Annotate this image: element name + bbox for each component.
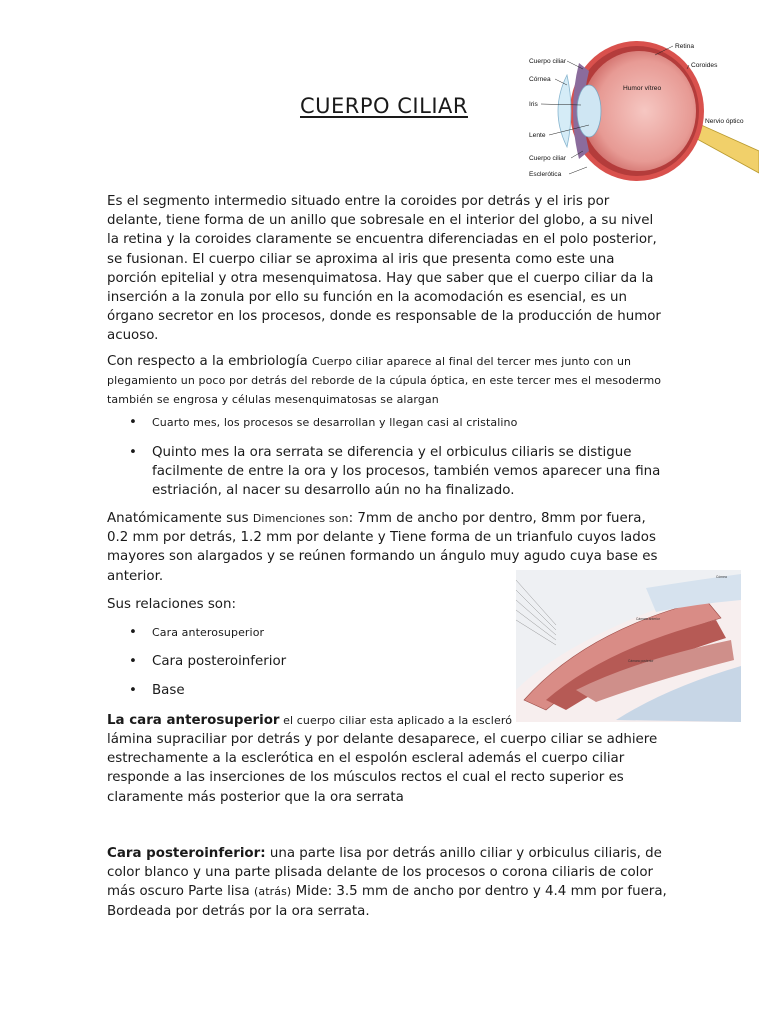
label-cornea-detail: Córnea (716, 575, 727, 579)
ciliary-body-figure (516, 570, 741, 722)
anterosuperior-intro: el cuerpo ciliar esta aplicado a la escleró (279, 714, 513, 727)
label-coroides: Coroides (691, 62, 718, 69)
dimensions-intro: Anatómicamente sus (107, 511, 253, 526)
relation-anterosuperior (152, 623, 452, 642)
bullet-marker: • (129, 445, 137, 460)
bullet-marker: • (129, 683, 137, 698)
bullet-marker: • (129, 625, 137, 640)
posteroinferior-heading: Cara posteroinferior: (107, 846, 266, 861)
bullet-fourth-month (152, 413, 662, 432)
embryology-intro: Con respecto a la embriología (107, 354, 312, 369)
paragraph-anterosuperior-first-line (107, 711, 512, 730)
bullet-fourth-month-text: Cuarto mes, los procesos se desarrollan y llegan casi al cristalino (152, 416, 518, 429)
label-iris: Iris (529, 101, 538, 108)
bullet-marker: • (129, 415, 137, 430)
relation-anterosuperior-text: Cara anterosuperior (152, 626, 265, 639)
paragraph-relations: Sus relaciones son: (107, 597, 236, 612)
paragraph-anterosuperior: lámina supraciliar por detrás y por delante desaparece, el cuerpo ciliar se adhiere estrechamente a la esclerótica en el espolón escleral además el cuerpo ciliar responde a las inserciones de los músculos rectos el cual el recto superior es claramente más posterior que la ora serrata (107, 732, 658, 805)
bullet-marker: • (129, 654, 137, 669)
dimensions-detail: : 7mm de ancho por dentro, 8mm por fuera, 0.2 mm por detrás, 1.2 mm por delante y Tiene forma de un trianfulo cuyos lados mayores son alargados y se reúnen formando un ángulo muy agudo cuya base es anterior. (107, 511, 658, 584)
posteroinferior-atras: (atrás) (253, 885, 292, 899)
anterosuperior-heading: La cara anterosuperior (107, 713, 280, 728)
label-nervio-optico: Nervio óptico (705, 118, 744, 125)
relation-posteroinferior: Cara posteroinferior (152, 654, 287, 669)
label-camara-anterior: Cámara anterior (636, 617, 660, 621)
label-lente: Lente (529, 132, 546, 139)
embryology-detail: Cuerpo ciliar aparece al final del tercer mes junto con un plegamiento un poco por detrás del reborde de la cúpula óptica, en este tercer mes el mesodermo también se engrosa y células mesenquimatosas se alargan (107, 355, 662, 407)
paragraph-posteroinferior (107, 844, 667, 921)
label-esclerotica: Esclerótica (529, 171, 562, 178)
eye-anatomy-figure (527, 33, 759, 185)
label-cuerpo-ciliar-top: Cuerpo ciliar (529, 58, 567, 65)
label-cornea: Córnea (529, 76, 551, 83)
bullet-fifth-month: Quinto mes la ora serrata se diferencia y el orbiculus ciliaris se distigue facilmente de entre la ora y los procesos, también vemos aparecer una fina estriación, al nacer su desarrollo aún no ha finalizado. (152, 445, 661, 499)
page-title: CUERPO CILIAR (300, 94, 468, 118)
paragraph-definition: Es el segmento intermedio situado entre la coroides por detrás y el iris por delante, tiene forma de un anillo que sobresale en el interior del globo, a su nivel la retina y la coroides claramente se encuentra diferenciadas en el polo posterior, se fusionan. El cuerpo ciliar se aproxima al iris que presenta como este una porción epitelial y otra mesenquimatosa. Hay que saber que el cuerpo ciliar da la inserción a la zonula por ello su función en la acomodación es esencial, es un órgano secretor en los procesos, donde es responsable de la producción de humor acuoso. (107, 194, 661, 344)
posteroinferior-text-b: Mide: 3.5 mm de ancho por dentro y 4.4 mm por fuera, Bordeada por detrás por la ora serrata. (107, 884, 667, 919)
paragraph-embryology (107, 352, 667, 410)
label-humor-vitreo: Humor vítreo (623, 85, 662, 92)
label-retina: Retina (675, 43, 695, 50)
paragraph-dimensions (107, 509, 667, 586)
label-camara-posterior: Cámara posterior (628, 659, 654, 663)
label-cuerpo-ciliar-bottom: Cuerpo ciliar (529, 155, 567, 162)
dimensions-label: Dimenciones son (252, 512, 349, 525)
relation-base: Base (152, 683, 185, 698)
posteroinferior-text-a: una parte lisa por detrás anillo ciliar y orbiculus ciliaris, de color blanco y una parte plisada delante de los procesos o corona ciliaris de color más oscuro Parte lisa (107, 846, 662, 900)
